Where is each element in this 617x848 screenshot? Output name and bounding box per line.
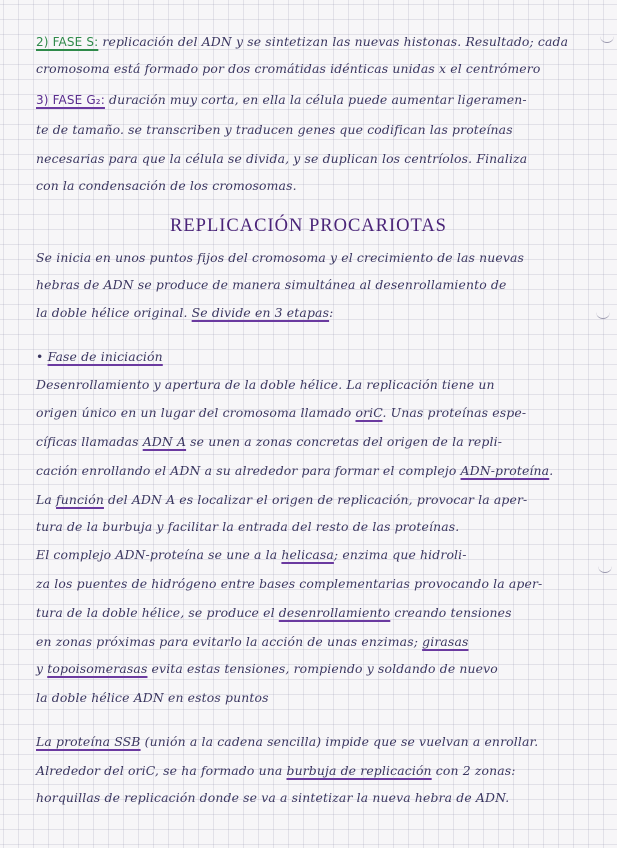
text-line: la doble hélice ADN en estos puntos xyxy=(36,690,269,705)
text-line: en zonas próximas para evitarlo la acción de unas enzimas; girasas xyxy=(36,634,469,649)
text-line: cación enrollando el ADN a su alrededor para formar el complejo ADN-proteína. xyxy=(36,463,554,478)
text-line: necesarias para que la célula se divida, y se duplican los centríolos. Finaliza xyxy=(36,151,528,166)
text-line: La función del ADN A es localizar el origen de replicación, provocar la aper- xyxy=(36,492,528,507)
text-line: Se inicia en unos puntos fijos del cromosoma y el crecimiento de las nuevas xyxy=(36,250,525,265)
text-line: con la condensación de los cromosomas. xyxy=(36,178,297,193)
text-line: cromosoma está formado por dos cromátidas idénticas unidas x el centrómero xyxy=(36,61,541,76)
text-line: origen único en un lugar del cromosoma llamado oriC. Unas proteínas espe- xyxy=(36,405,527,420)
binder-hole-mark xyxy=(598,566,612,573)
phase-g2-label: 3) FASE G₂: xyxy=(36,93,105,107)
text-line: tura de la doble hélice, se produce el desenrollamiento creando tensiones xyxy=(36,605,512,620)
text-line: te de tamaño. se transcriben y traducen genes que codifican las proteínas xyxy=(36,122,513,137)
text-line: La proteína SSB (unión a la cadena sencilla) impide que se vuelvan a enrollar. xyxy=(36,734,539,749)
text-line: hebras de ADN se produce de manera simultánea al desenrollamiento de xyxy=(36,277,507,292)
text-line: y topoisomerasas evita estas tensiones, rompiendo y soldando de nuevo xyxy=(36,661,498,676)
text-line: la doble hélice original. Se divide en 3 etapas: xyxy=(36,305,334,320)
text-line: tura de la burbuja y facilitar la entrada del resto de las proteínas. xyxy=(36,519,460,534)
text-line: El complejo ADN-proteína se une a la helicasa; enzima que hidroli- xyxy=(36,547,467,562)
subheading: • Fase de iniciación xyxy=(36,349,163,364)
stages-phrase: Se divide en 3 etapas xyxy=(191,305,330,320)
text-line: Desenrollamiento y apertura de la doble hélice. La replicación tiene un xyxy=(36,377,495,392)
text-line: cíficas llamadas ADN A se unen a zonas concretas del origen de la repli- xyxy=(36,434,503,449)
phase-s-label: 2) FASE S: xyxy=(36,35,99,49)
text-line: 2) FASE S: replicación del ADN y se sintetizan las nuevas histonas. Resultado; cada xyxy=(36,34,569,49)
initiation-phase-label: Fase de iniciación xyxy=(47,349,163,364)
section-title: REPLICACIÓN PROCARIOTAS xyxy=(170,216,447,236)
text-line: za los puentes de hidrógeno entre bases complementarias provocando la aper- xyxy=(36,576,543,591)
text-line: 3) FASE G₂: duración muy corta, en ella la célula puede aumentar ligeramen- xyxy=(36,92,527,107)
text-line: Alrededor del oriC, se ha formado una burbuja de replicación con 2 zonas: xyxy=(36,763,516,778)
text-line: horquillas de replicación donde se va a sintetizar la nueva hebra de ADN. xyxy=(36,790,510,805)
